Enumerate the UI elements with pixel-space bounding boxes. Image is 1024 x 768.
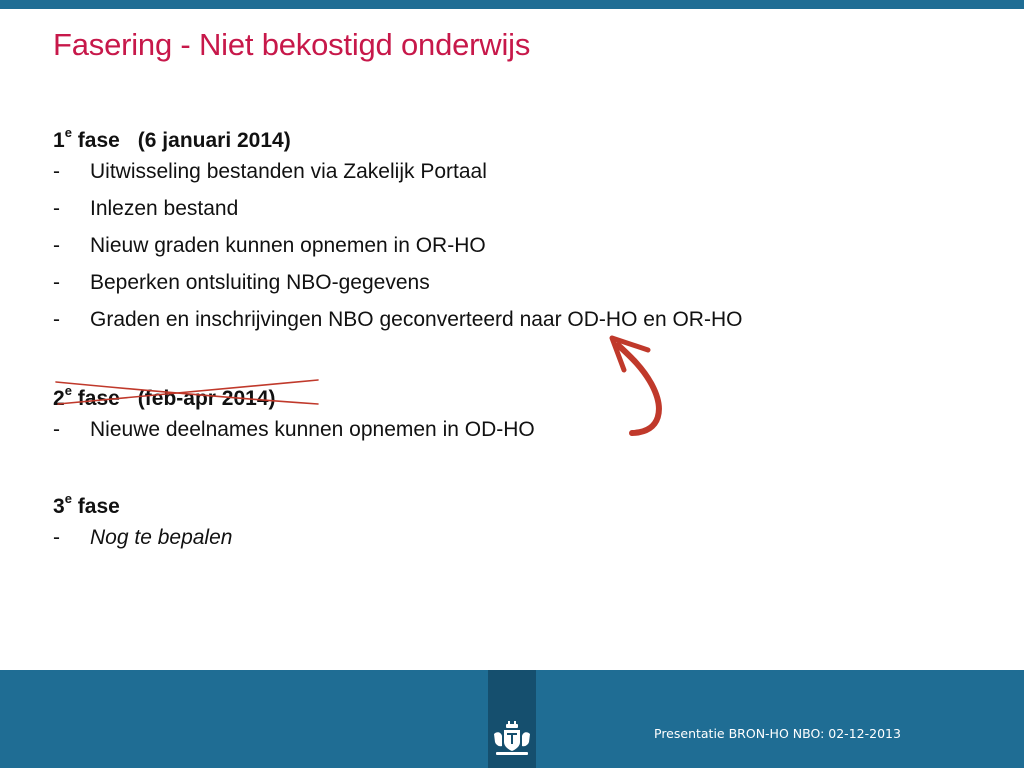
slide-content [53,120,983,560]
bullet-dash: - [53,234,60,257]
list-item [53,415,983,452]
list-item [53,194,983,231]
phase-date: (feb-apr 2014) [137,387,276,410]
phase-3-heading [53,486,983,523]
coat-of-arms-icon [490,720,534,760]
bullet-dash: - [53,160,60,183]
phase-label: fase [77,495,120,518]
list-item-text: Nog te bepalen [90,526,233,549]
bullet-dash: - [53,271,60,294]
bullet-dash: - [53,308,60,331]
phase-2-heading [53,378,983,415]
list-item-text: Uitwisseling bestanden via Zakelijk Portaal [90,160,487,183]
footer-text: Presentatie BRON-HO NBO: 02-12-2013 [654,726,901,741]
list-item-text: Graden en inschrijvingen NBO geconverteerd naar OD-HO en OR-HO [90,308,743,331]
phase-date: (6 januari 2014) [137,129,291,152]
phase-superscript: e [64,383,72,398]
section-spacer [53,342,983,378]
emblem-block [488,670,536,768]
footer-bar [0,670,1024,768]
list-item-text: Nieuwe deelnames kunnen opnemen in OD-HO [90,418,535,441]
bullet-dash: - [53,526,60,549]
list-item [53,231,983,268]
phase-number: 1 [53,129,65,152]
list-item [53,523,983,560]
phase-superscript: e [64,125,72,140]
list-item [53,268,983,305]
phase-superscript: e [64,491,72,506]
slide-title: Fasering - Niet bekostigd onderwijs [53,27,531,62]
phase-label: fase [77,387,120,410]
phase-number: 3 [53,495,65,518]
phase-1-heading [53,120,983,157]
list-item [53,305,983,342]
section-spacer [53,452,983,486]
bullet-dash: - [53,418,60,441]
phase-number: 2 [53,387,65,410]
phase-label: fase [77,129,120,152]
bullet-dash: - [53,197,60,220]
list-item-text: Nieuw graden kunnen opnemen in OR-HO [90,234,486,257]
top-accent-bar [0,0,1024,9]
list-item [53,157,983,194]
list-item-text: Beperken ontsluiting NBO-gegevens [90,271,430,294]
list-item-text: Inlezen bestand [90,197,239,220]
